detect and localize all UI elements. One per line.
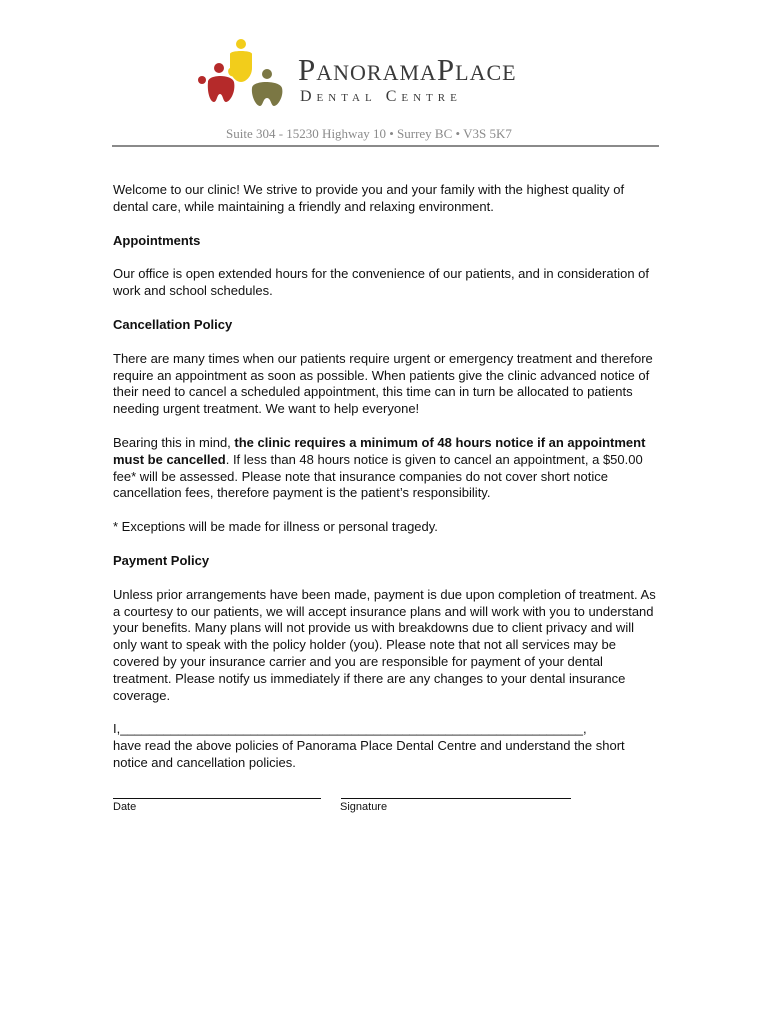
payment-heading: Payment Policy xyxy=(113,552,210,568)
signature-line[interactable] xyxy=(341,798,571,799)
header-divider xyxy=(112,145,659,147)
document-body xyxy=(113,182,658,772)
intro-paragraph: Welcome to our clinic! We strive to provide you and your family with the highest quality of dental care, while maintaining a friendly and relaxing environment. xyxy=(113,182,625,214)
appointments-heading: Appointments xyxy=(113,232,201,248)
clinic-address: Suite 304 - 15230 Highway 10 • Surrey BC • V3S 5K7 xyxy=(226,126,512,141)
acknowledge-paragraph: have read the above policies of Panorama Place Dental Centre and understand the short notice and cancellation policies. xyxy=(113,738,625,770)
bearing-rest: . If less than 48 hours notice is given to cancel an appointment, a $50.00 fee* will be assessed. Please note that insurance companies do not cover short notice cancellation fees, therefore payment is the patient’s responsibility. xyxy=(113,451,643,501)
brand-subtitle: Dental Centre xyxy=(300,88,462,105)
date-line[interactable] xyxy=(113,798,321,799)
bearing-lead: Bearing this in mind, xyxy=(113,434,235,450)
cancellation-paragraph: There are many times when our patients require urgent or emergency treatment and therefore require an appointment as soon as possible. When patients give the clinic advanced notice of their need to cancel a scheduled appointment, this time can in turn be allocated to patients needing urgent treatment. We want to help everyone! xyxy=(113,350,653,417)
signature-label: Signature xyxy=(340,801,388,813)
exceptions-note: * Exceptions will be made for illness or personal tragedy. xyxy=(113,519,438,535)
acknowledge-name-line[interactable]: I,________________________________________________________________, xyxy=(113,721,587,737)
appointments-paragraph: Our office is open extended hours for the convenience of our patients, and in consideration of work and school schedules. xyxy=(113,266,649,299)
payment-paragraph: Unless prior arrangements have been made, payment is due upon completion of treatment. As a courtesy to our patients, we will accept insurance plans and will work with you to understand your benefits. Many plans will not provide us with breakdowns due to client privacy and will only want to speak with the policy holder (you). Please note that not all services may be covered by your insurance carrier and you are responsible for payment of your dental treatment. Please notify us immediately if there are any changes to your dental insurance coverage. xyxy=(113,586,656,703)
bearing-paragraph xyxy=(113,435,658,502)
brand-name: PanoramaPlace xyxy=(298,52,517,87)
panorama-place-logo-icon xyxy=(196,38,288,108)
cancellation-heading: Cancellation Policy xyxy=(113,316,233,332)
date-label: Date xyxy=(113,801,137,813)
bearing-bold: the clinic requires a minimum of 48 hours notice if an appointment must be cancelled xyxy=(113,434,646,467)
